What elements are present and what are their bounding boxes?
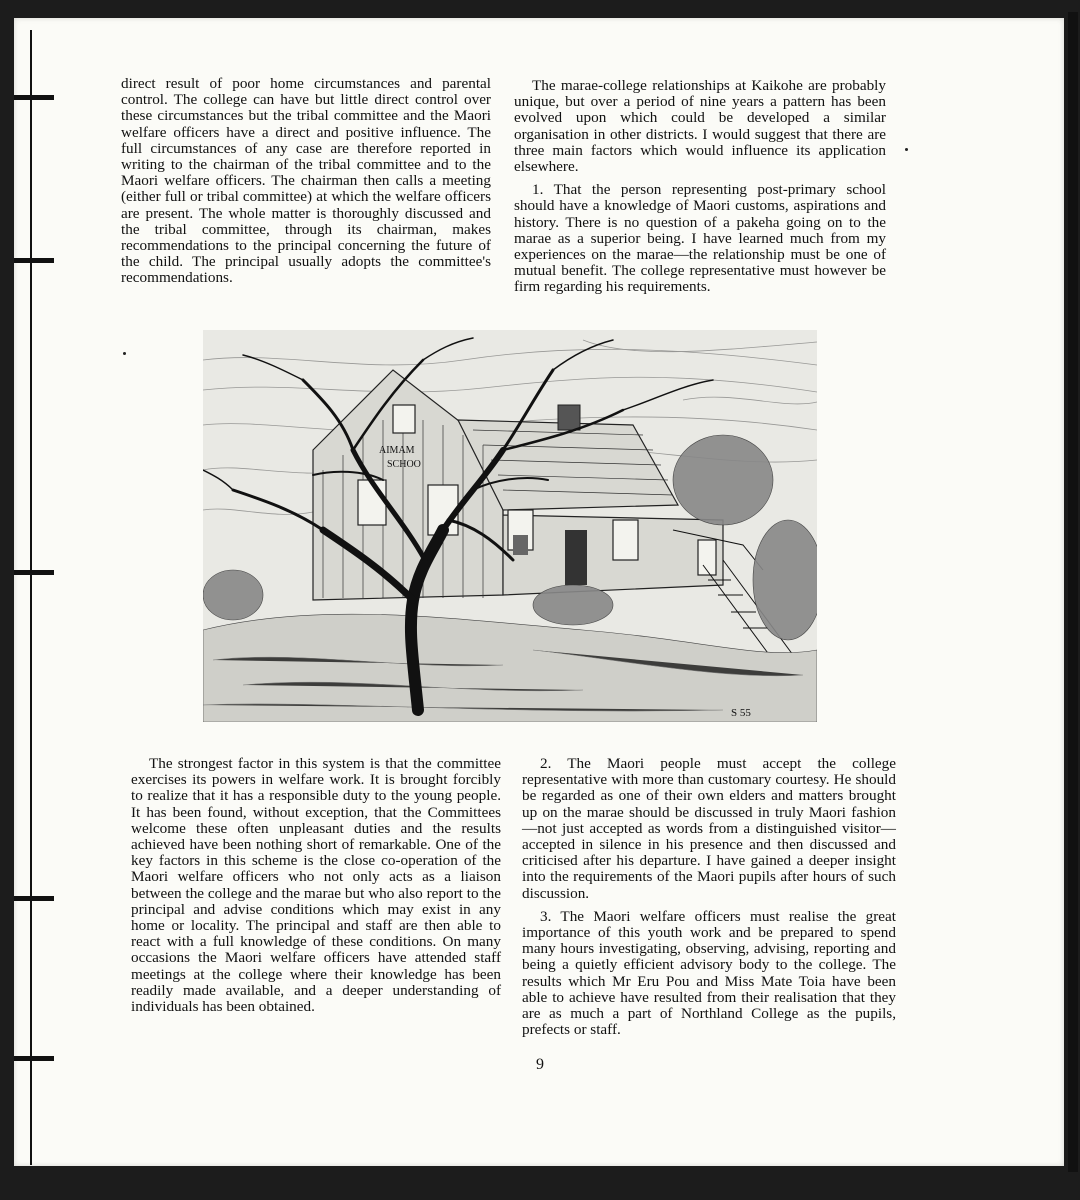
binding-spine: [30, 30, 32, 1165]
paragraph: 3. The Maori welfare officers must realise the great importance of this youth work and be prepared to spend many hours investigating, observing, advising, reporting and being a quietly efficient advisory body to the college. The results which Mr Eru Pou and Miss Mate Toia have been able to achieve have resulted from their realisation that they are as much a part of Northland College as the pupils, prefects or staff.: [522, 907, 896, 1039]
school-house-drawing: [203, 330, 817, 722]
paragraph: 1. That the person representing post-primary school should have a knowledge of Maori customs, aspirations and history. There is no question of a pakeha going on to the marae as a superior being. I have learned much from my experiences on the marae—the relationship must be one of mutual benefit. The college representative must however be firm regarding his requirements.: [514, 181, 886, 296]
school-house-illustration: [203, 330, 817, 722]
binding-stitch: [14, 95, 54, 100]
text-column-top-left: [121, 76, 491, 294]
paragraph: The marae-college relationships at Kaikohe are probably unique, but over a period of nine years a pattern has been evolved upon which could be developed a similar organisation in other districts. I would suggest that there are three main factors which would influence its application elsewhere.: [514, 77, 886, 176]
paragraph: 2. The Maori people must accept the college representative with more than customary courtesy. He should be regarded as one of their own elders and matters brought up on the marae should be discussed in truly Maori fashion—not just accepted as words from a distinguished visitor—accepted in silence in his presence and then discussed and criticised after his departure. I have gained a deeper insight into the requirements of the Maori pupils after hours of such discussion.: [522, 755, 896, 902]
scan-speck: [123, 352, 126, 355]
scan-speck: [905, 148, 908, 151]
school-sign-text-top: AIMAM: [379, 445, 415, 456]
paragraph: direct result of poor home circumstances and parental control. The college can have but little direct control over these circumstances but the tribal committee and the Maori welfare officers have a direct and positive influence. The full circumstances of any case are therefore reported in writing to the chairman of the tribal committee and to the Maori welfare officers. The chairman then calls a meeting (either full or tribal committee) at which the welfare officers are present. The whole matter is thoroughly discussed and the tribal committee, through its chairman, makes recommendations to the principal concerning the future of the child. The principal usually adopts the committee's recommendations.: [121, 75, 491, 287]
artist-signature: S 55: [731, 707, 751, 719]
paragraph: The strongest factor in this system is that the committee exercises its powers in welfare work. It is brought forcibly to realize that it has a responsible duty to the young people. It has been found, without exception, that the Committees welcome these often unpleasant duties and the results achieved have been nothing short of remarkable. One of the key factors in this scheme is the close co-operation of the Maori welfare officers who not only acts as a liaison between the college and the marae but who also report to the principal and advise conditions which may exist in any home or locality. The principal and staff are then able to react with a full knowledge of these conditions. On many occasions the Maori welfare officers have attended staff meetings at the college where their knowledge has been readily made available, and a deeper understanding of individuals has been obtained.: [131, 755, 501, 1016]
binding-stitch: [14, 570, 54, 575]
binding-stitch: [14, 258, 54, 263]
school-sign-text-bottom: SCHOO: [387, 459, 421, 470]
text-column-bottom-right: [522, 756, 896, 1045]
page-right-edge: [1068, 12, 1078, 1172]
text-column-top-right: [514, 78, 886, 303]
page-number: 9: [536, 1056, 544, 1073]
text-column-bottom-left: [131, 756, 501, 1022]
binding-stitch: [14, 896, 54, 901]
